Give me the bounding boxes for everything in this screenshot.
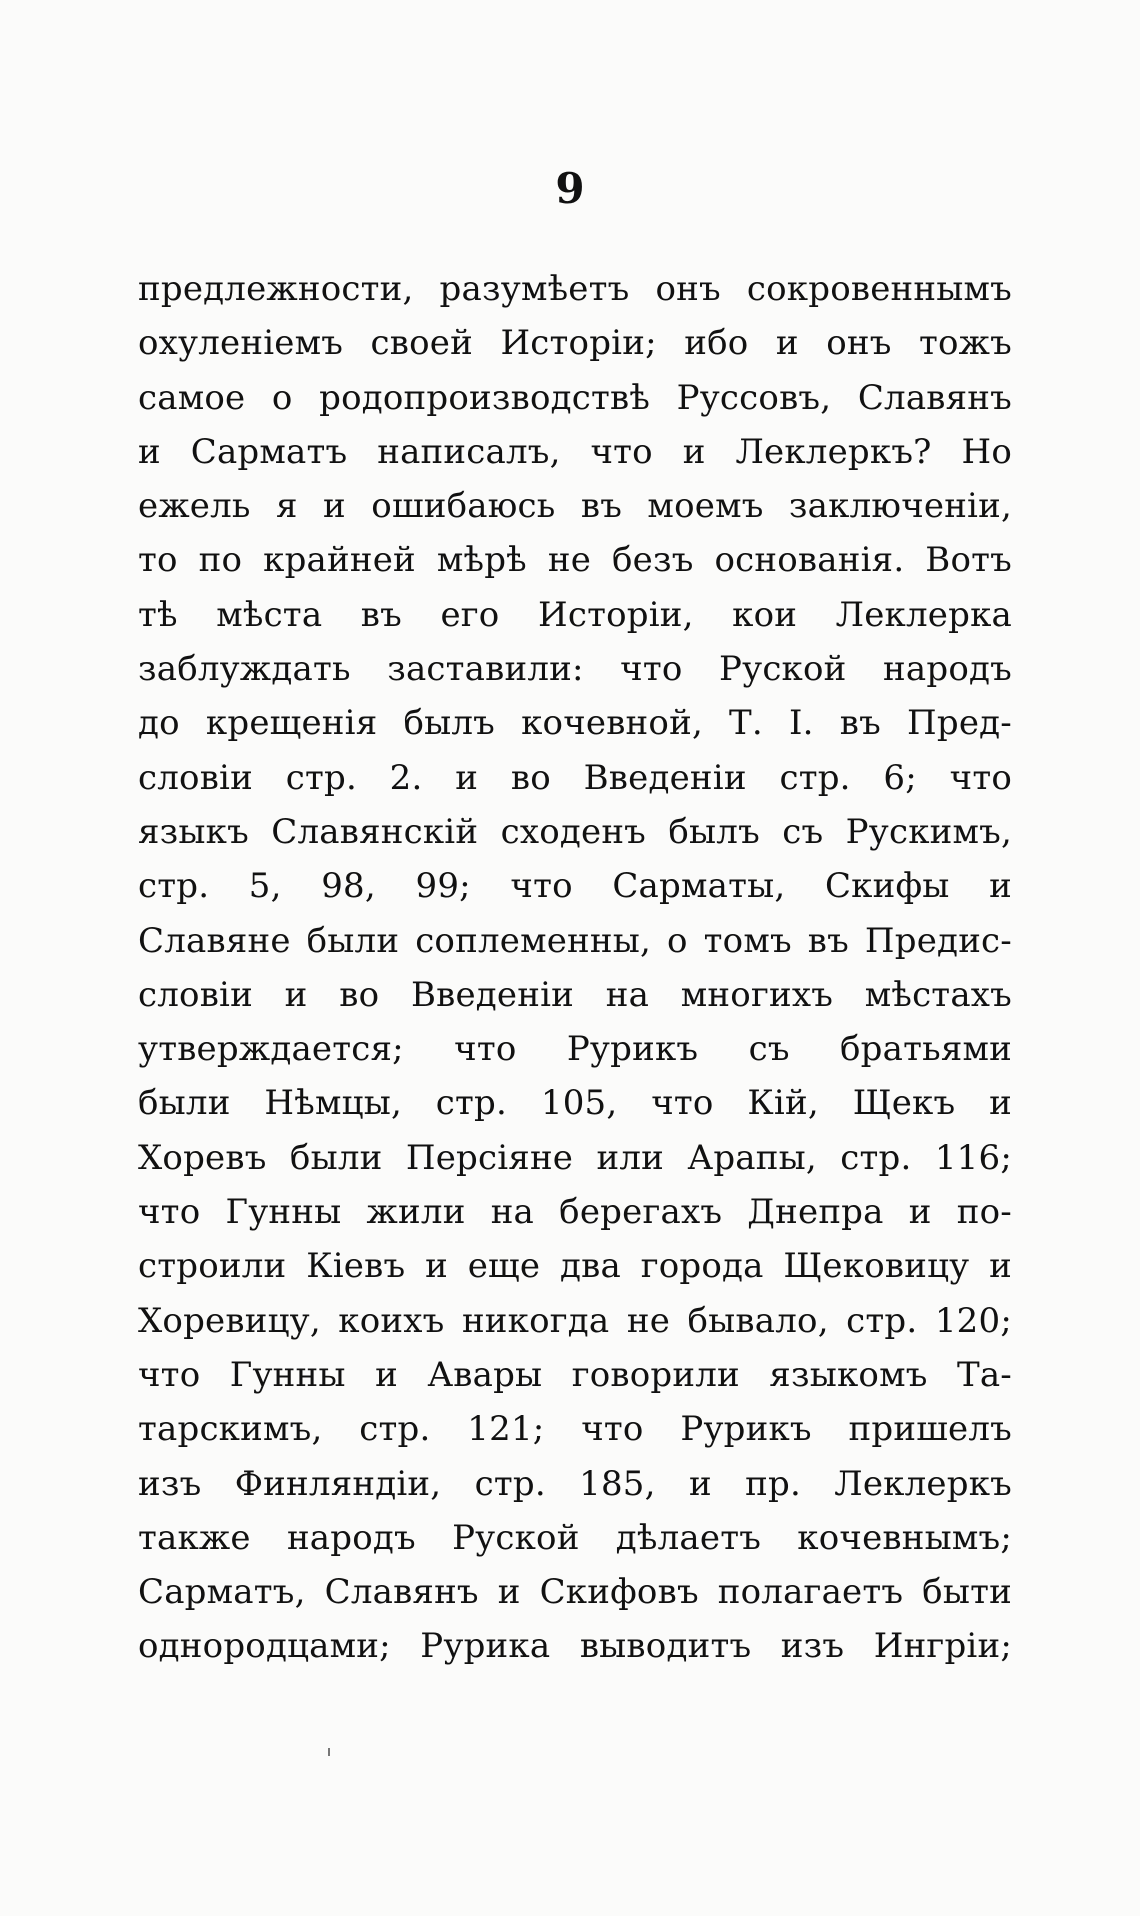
text-line-18: что Гунны жили на берегахъ Днепра и по- [138, 1192, 1012, 1233]
text-line-13: Славяне были соплеменны, о томъ въ Предис- [138, 920, 1012, 961]
text-line-21: что Гунны и Авары говорили языкомъ Та- [138, 1354, 1012, 1395]
body-text [138, 262, 1012, 1674]
text-line-12: стр. 5, 98, 99; что Сарматы, Скифы и [138, 866, 1012, 907]
text-line-11: языкъ Славянскій сходенъ былъ съ Рускимъ, [138, 811, 1012, 852]
text-line-8: заблуждать заставили: что Руской народъ [138, 649, 1012, 690]
text-line-16: были Нѣмцы, стр. 105, что Кій, Щекъ и [138, 1083, 1012, 1124]
print-speck [328, 1748, 330, 1756]
text-line-25: Сарматъ, Славянъ и Скифовъ полагаетъ быти [138, 1572, 1012, 1613]
text-line-6: то по крайней мѣрѣ не безъ основанія. Вотъ [138, 540, 1012, 581]
text-line-19: строили Кіевъ и еще два города Щековицу и [138, 1246, 1012, 1287]
text-line-10: словіи стр. 2. и во Введеніи стр. 6; что [138, 757, 1012, 798]
text-line-22: тарскимъ, стр. 121; что Рурикъ пришелъ [138, 1409, 1012, 1450]
text-line-14: словіи и во Введеніи на многихъ мѣстахъ [138, 974, 1012, 1015]
text-line-23: изъ Финляндіи, стр. 185, и пр. Леклеркъ [138, 1463, 1012, 1504]
text-line-20: Хоревицу, коихъ никогда не бывало, стр. 120; [138, 1300, 1012, 1341]
text-line-4: и Сарматъ написалъ, что и Леклеркъ? Но [138, 431, 1012, 472]
text-line-15: утверждается; что Рурикъ съ братьями [138, 1029, 1012, 1070]
text-line-26: однородцами; Рурика выводитъ изъ Ингріи; [138, 1626, 1012, 1667]
text-line-2: охуленіемъ своей Исторіи; ибо и онъ тожъ [138, 323, 1012, 364]
text-line-1: предлежности, разумѣетъ онъ сокровеннымъ [138, 269, 1012, 309]
page-number: 9 [555, 164, 585, 213]
text-line-3: самое о родопроизводствѣ Руссовъ, Славянъ [138, 377, 1012, 418]
text-line-5: ежель я и ошибаюсь въ моемъ заключеніи, [138, 486, 1012, 527]
text-line-7: тѣ мѣста въ его Исторіи, кои Леклерка [138, 594, 1012, 635]
text-line-24: также народъ Руской дѣлаетъ кочевнымъ; [138, 1517, 1012, 1558]
text-line-9: до крещенія былъ кочевной, Т. I. въ Пред- [138, 703, 1012, 744]
text-line-17: Хоревъ были Персіяне или Арапы, стр. 116; [138, 1137, 1012, 1178]
